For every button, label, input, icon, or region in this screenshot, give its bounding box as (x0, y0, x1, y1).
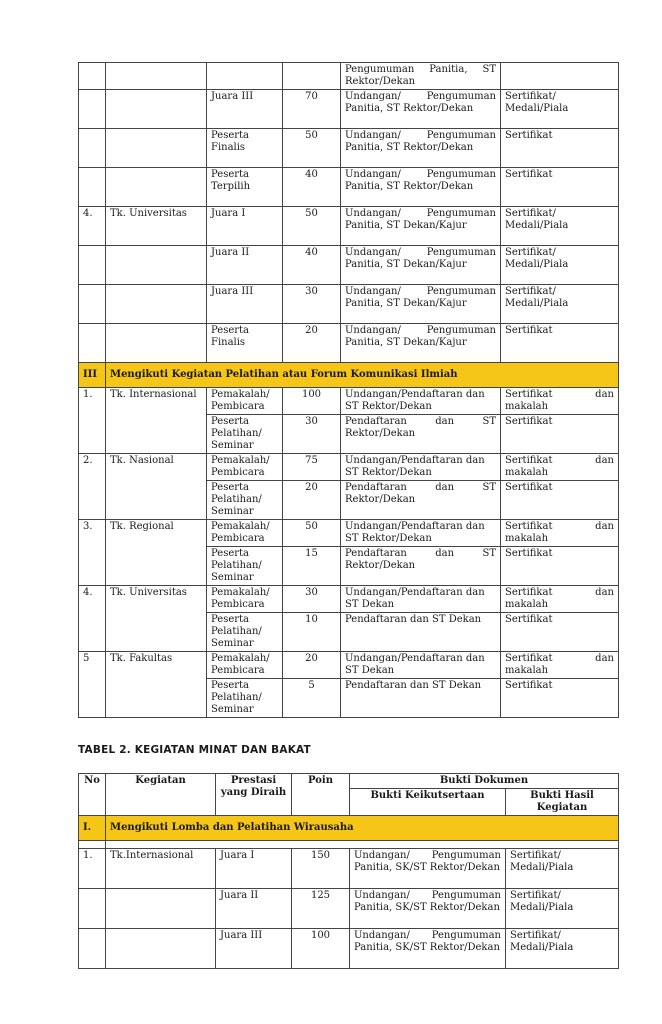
table-row (79, 652, 619, 679)
cell-kegiatan (106, 929, 216, 969)
cell-no: 4. (79, 207, 106, 246)
cell-prestasi: Peserta Finalis (207, 129, 283, 168)
cell-poin: 10 (283, 613, 341, 652)
section-title: Mengikuti Kegiatan Pelatihan atau Forum Komunikasi Ilmiah (106, 363, 619, 388)
table-row (79, 246, 619, 285)
header-bukti-dokumen: Bukti Dokumen (350, 774, 619, 789)
cell-hasil: Sertifikat (501, 481, 619, 520)
table-row (79, 285, 619, 324)
cell-prestasi: Juara II (207, 246, 283, 285)
cell-prestasi: Juara III (216, 929, 292, 969)
cell-hasil: Sertifikat/ Medali/Piala (506, 889, 619, 929)
header-hasil: Bukti Hasil Kegiatan (506, 789, 619, 816)
cell-no (79, 168, 106, 207)
table-row (79, 889, 619, 929)
table-row (79, 63, 619, 90)
section-row (79, 816, 619, 841)
table-row (79, 849, 619, 889)
cell-prestasi: Pemakalah/ Pembicara (207, 520, 283, 547)
cell-tingkat (106, 63, 207, 90)
cell-bukti: Undangan/Pendaftaran dan ST Rektor/Dekan (341, 454, 501, 481)
cell-poin: 100 (292, 929, 350, 969)
cell-tingkat (106, 90, 207, 129)
cell-poin: 100 (283, 388, 341, 415)
cell-poin: 125 (292, 889, 350, 929)
cell-bukti: Undangan/Pendaftaran dan ST Dekan (341, 586, 501, 613)
cell-poin: 20 (283, 324, 341, 363)
cell-prestasi: Juara II (216, 889, 292, 929)
table-row (79, 586, 619, 613)
cell-no: 4. (79, 586, 106, 652)
table-row (79, 168, 619, 207)
cell-bukti: Undangan/ Pengumuman Panitia, SK/ST Rektor/Dekan (350, 889, 506, 929)
cell-bukti: Undangan/Pendaftaran dan ST Rektor/Dekan (341, 520, 501, 547)
cell-poin: 40 (283, 246, 341, 285)
cell-poin: 30 (283, 586, 341, 613)
table-row (79, 388, 619, 415)
cell-hasil: Sertifikat/ Medali/Piala (506, 929, 619, 969)
cell-no (79, 929, 106, 969)
cell-no (79, 889, 106, 929)
cell-prestasi: Pemakalah/ Pembicara (207, 388, 283, 415)
spacer-cell (79, 841, 106, 849)
cell-poin: 5 (283, 679, 341, 718)
cell-prestasi: Pemakalah/ Pembicara (207, 652, 283, 679)
cell-bukti: Undangan/ Pengumuman Panitia, ST Dekan/Kajur (341, 324, 501, 363)
cell-prestasi: Peserta Pelatihan/ Seminar (207, 547, 283, 586)
cell-bukti: Undangan/ Pengumuman Panitia, ST Rektor/Dekan (341, 129, 501, 168)
cell-hasil: Sertifikat/ Medali/Piala (506, 849, 619, 889)
cell-poin: 50 (283, 520, 341, 547)
cell-tingkat: Tk. Regional (106, 520, 207, 586)
cell-hasil: Sertifikat dan makalah (501, 454, 619, 481)
cell-bukti: Pendaftaran dan ST Dekan (341, 613, 501, 652)
table-row (79, 207, 619, 246)
cell-hasil: Sertifikat (501, 129, 619, 168)
table-row (79, 90, 619, 129)
cell-hasil: Sertifikat dan makalah (501, 388, 619, 415)
section-row (79, 363, 619, 388)
cell-hasil: Sertifikat dan makalah (501, 652, 619, 679)
table-row (79, 520, 619, 547)
header-poin: Poin (292, 774, 350, 816)
cell-tingkat (106, 129, 207, 168)
cell-tingkat: Tk. Internasional (106, 388, 207, 454)
cell-hasil: Sertifikat (501, 547, 619, 586)
table-caption: TABEL 2. KEGIATAN MINAT DAN BAKAT (78, 744, 311, 756)
cell-poin: 70 (283, 90, 341, 129)
cell-hasil: Sertifikat dan makalah (501, 520, 619, 547)
cell-prestasi: Peserta Terpilih (207, 168, 283, 207)
cell-prestasi: Juara III (207, 285, 283, 324)
cell-prestasi: Peserta Pelatihan/ Seminar (207, 415, 283, 454)
cell-no (79, 129, 106, 168)
cell-prestasi: Peserta Pelatihan/ Seminar (207, 481, 283, 520)
cell-no (79, 63, 106, 90)
cell-no (79, 324, 106, 363)
cell-hasil: Sertifikat (501, 679, 619, 718)
cell-prestasi: Juara III (207, 90, 283, 129)
cell-bukti: Undangan/ Pengumuman Panitia, ST Dekan/Kajur (341, 207, 501, 246)
cell-no: 3. (79, 520, 106, 586)
cell-bukti: Undangan/ Pengumuman Panitia, ST Rektor/Dekan (341, 90, 501, 129)
cell-poin: 40 (283, 168, 341, 207)
cell-tingkat (106, 324, 207, 363)
cell-tingkat: Tk. Fakultas (106, 652, 207, 718)
table-row (79, 129, 619, 168)
cell-prestasi (207, 63, 283, 90)
cell-no: 2. (79, 454, 106, 520)
cell-tingkat: Tk. Universitas (106, 586, 207, 652)
cell-bukti: Undangan/Pendaftaran dan ST Rektor/Dekan (341, 388, 501, 415)
header-no: No (79, 774, 106, 816)
cell-prestasi: Juara I (207, 207, 283, 246)
cell-bukti: Undangan/Pendaftaran dan ST Dekan (341, 652, 501, 679)
cell-poin: 20 (283, 652, 341, 679)
cell-poin: 20 (283, 481, 341, 520)
cell-bukti: Pengumuman Panitia, ST Rektor/Dekan (341, 63, 501, 90)
cell-bukti: Undangan/ Pengumuman Panitia, ST Dekan/Kajur (341, 246, 501, 285)
cell-tingkat: Tk. Universitas (106, 207, 207, 246)
cell-hasil: Sertifikat/ Medali/Piala (501, 285, 619, 324)
cell-prestasi: Peserta Pelatihan/ Seminar (207, 679, 283, 718)
cell-no (79, 246, 106, 285)
cell-bukti: Undangan/ Pengumuman Panitia, SK/ST Rektor/Dekan (350, 929, 506, 969)
cell-poin (283, 63, 341, 90)
header-prestasi: Prestasi yang Diraih (216, 774, 292, 816)
section-title: Mengikuti Lomba dan Pelatihan Wirausaha (106, 816, 619, 841)
cell-bukti: Undangan/ Pengumuman Panitia, ST Rektor/Dekan (341, 168, 501, 207)
cell-tingkat (106, 246, 207, 285)
cell-hasil: Sertifikat (501, 415, 619, 454)
cell-prestasi: Pemakalah/ Pembicara (207, 454, 283, 481)
cell-bukti: Pendaftaran dan ST Rektor/Dekan (341, 415, 501, 454)
section-code: III (79, 363, 106, 388)
header-keikutsertaan: Bukti Keikutsertaan (350, 789, 506, 816)
table-row (79, 841, 619, 849)
cell-hasil: Sertifikat/ Medali/Piala (501, 90, 619, 129)
cell-kegiatan (106, 889, 216, 929)
cell-poin: 50 (283, 129, 341, 168)
cell-poin: 75 (283, 454, 341, 481)
table-kegiatan-prestasi (78, 62, 619, 718)
cell-poin: 50 (283, 207, 341, 246)
cell-hasil (501, 63, 619, 90)
cell-poin: 15 (283, 547, 341, 586)
cell-poin: 30 (283, 285, 341, 324)
cell-poin: 150 (292, 849, 350, 889)
cell-bukti: Pendaftaran dan ST Rektor/Dekan (341, 547, 501, 586)
header-kegiatan: Kegiatan (106, 774, 216, 816)
cell-hasil: Sertifikat (501, 324, 619, 363)
cell-tingkat (106, 285, 207, 324)
cell-hasil: Sertifikat/ Medali/Piala (501, 207, 619, 246)
cell-hasil: Sertifikat dan makalah (501, 586, 619, 613)
cell-bukti: Pendaftaran dan ST Rektor/Dekan (341, 481, 501, 520)
section-code: I. (79, 816, 106, 841)
spacer-cell (106, 841, 619, 849)
cell-kegiatan: Tk.Internasional (106, 849, 216, 889)
cell-prestasi: Pemakalah/ Pembicara (207, 586, 283, 613)
cell-bukti: Undangan/ Pengumuman Panitia, SK/ST Rektor/Dekan (350, 849, 506, 889)
cell-hasil: Sertifikat (501, 168, 619, 207)
table-row (79, 324, 619, 363)
cell-poin: 30 (283, 415, 341, 454)
cell-no: 1. (79, 849, 106, 889)
cell-no: 1. (79, 388, 106, 454)
cell-hasil: Sertifikat (501, 613, 619, 652)
cell-tingkat (106, 168, 207, 207)
cell-prestasi: Peserta Finalis (207, 324, 283, 363)
table-row (79, 929, 619, 969)
table-minat-bakat (78, 773, 619, 969)
table-row (79, 454, 619, 481)
cell-tingkat: Tk. Nasional (106, 454, 207, 520)
cell-hasil: Sertifikat/ Medali/Piala (501, 246, 619, 285)
cell-bukti: Undangan/ Pengumuman Panitia, ST Dekan/Kajur (341, 285, 501, 324)
header-row (79, 774, 619, 789)
cell-prestasi: Peserta Pelatihan/ Seminar (207, 613, 283, 652)
cell-no (79, 90, 106, 129)
cell-no (79, 285, 106, 324)
cell-bukti: Pendaftaran dan ST Dekan (341, 679, 501, 718)
cell-prestasi: Juara I (216, 849, 292, 889)
cell-no: 5 (79, 652, 106, 718)
